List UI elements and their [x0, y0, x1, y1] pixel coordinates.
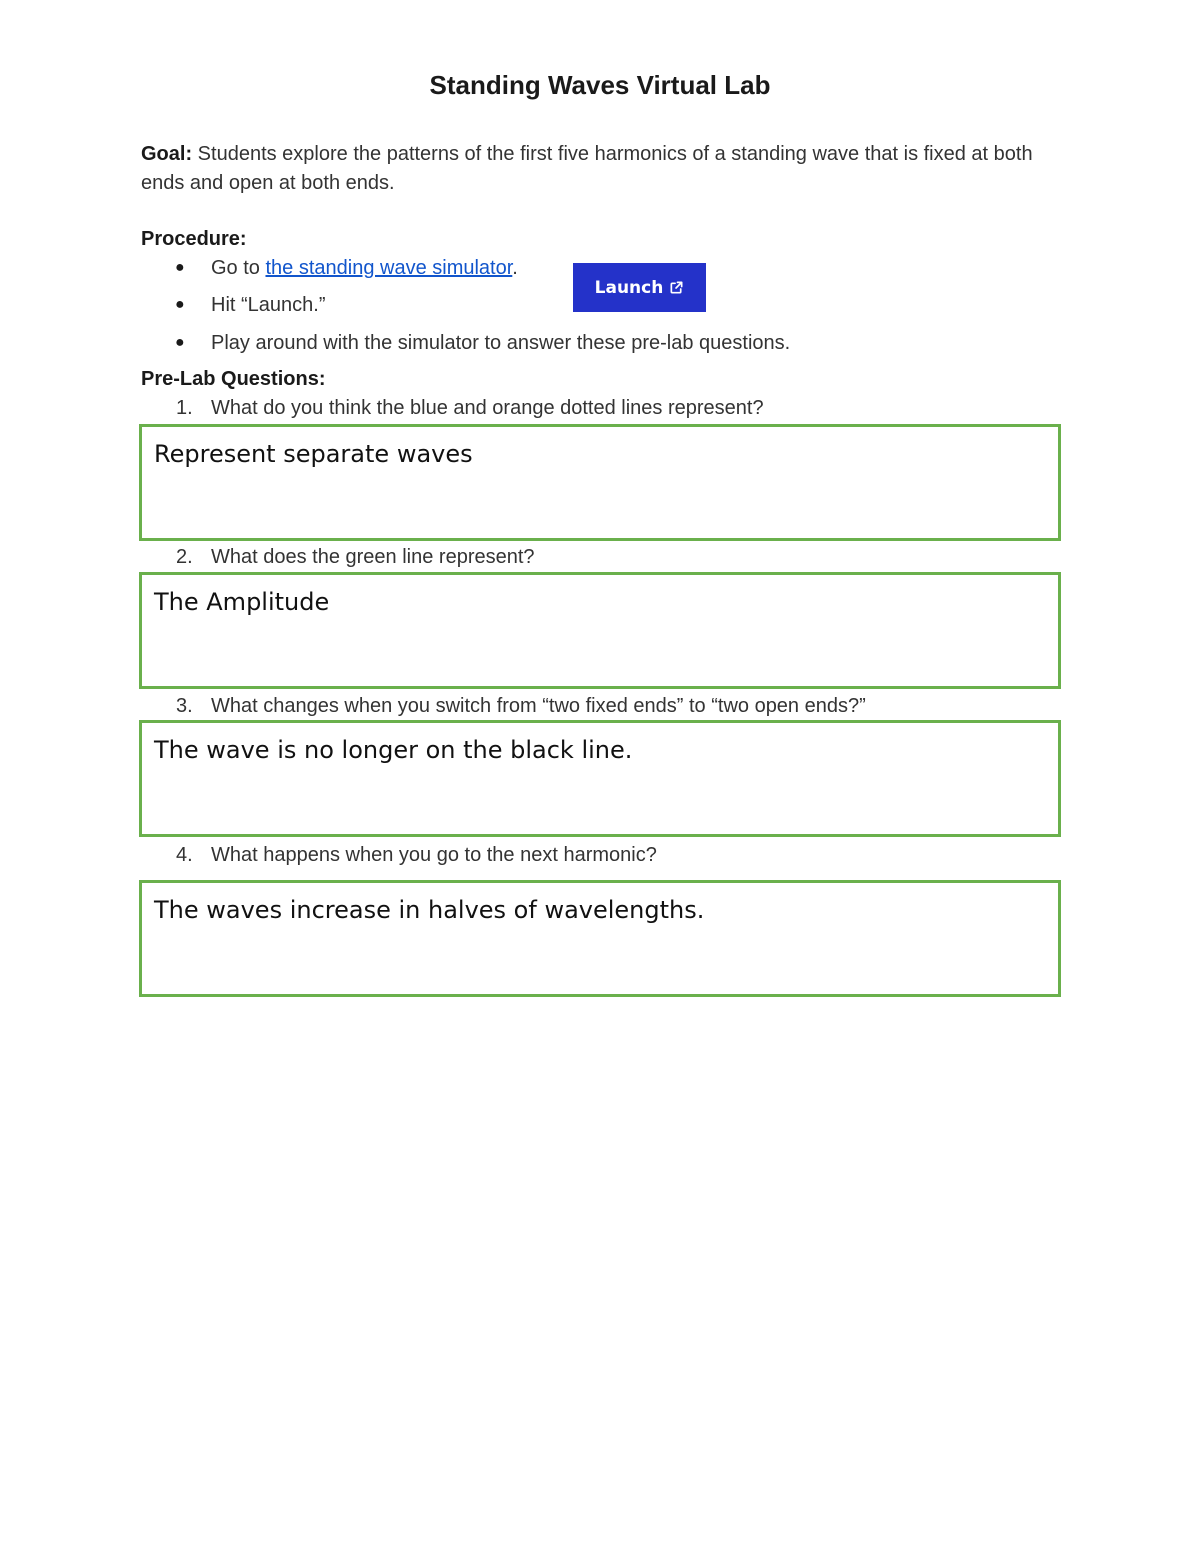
- question-2: [176, 546, 535, 569]
- question-1-number: 1.: [176, 397, 193, 419]
- answer-box-3[interactable]: [139, 720, 1061, 837]
- answer-2-text: The Amplitude: [154, 588, 330, 616]
- question-4: [176, 844, 657, 867]
- question-3: [176, 695, 866, 718]
- answer-4-text: The waves increase in halves of wavelengths.: [154, 896, 705, 924]
- procedure-item-1: [175, 257, 518, 280]
- answer-box-2[interactable]: [139, 572, 1061, 689]
- goal-paragraph: [141, 140, 1066, 198]
- prelab-heading: Pre-Lab Questions:: [141, 368, 326, 390]
- goal-text: Students explore the patterns of the first five harmonics of a standing wave that is fixed at both ends and open at both ends.: [141, 143, 1033, 194]
- question-1: [176, 397, 764, 420]
- procedure-item-1-suffix: .: [512, 257, 518, 279]
- answer-box-4[interactable]: [139, 880, 1061, 997]
- question-2-number: 2.: [176, 546, 193, 568]
- question-3-number: 3.: [176, 695, 193, 717]
- procedure-item-2: [175, 294, 326, 317]
- question-2-text: What does the green line represent?: [211, 546, 535, 568]
- procedure-item-2-text: Hit “Launch.”: [211, 294, 326, 316]
- question-3-text: What changes when you switch from “two fixed ends” to “two open ends?”: [211, 695, 866, 717]
- bullet-icon: ●: [175, 334, 185, 351]
- answer-box-1[interactable]: [139, 424, 1061, 541]
- question-4-number: 4.: [176, 844, 193, 866]
- external-link-icon: [669, 280, 684, 295]
- procedure-item-1-prefix: Go to: [211, 257, 266, 279]
- bullet-icon: ●: [175, 296, 185, 313]
- procedure-heading: Procedure:: [141, 228, 247, 250]
- procedure-item-3: [175, 332, 790, 355]
- launch-button[interactable]: [573, 263, 706, 312]
- answer-1-text: Represent separate waves: [154, 440, 473, 468]
- question-1-text: What do you think the blue and orange dotted lines represent?: [211, 397, 764, 419]
- document-title: Standing Waves Virtual Lab: [429, 70, 771, 100]
- goal-label: Goal:: [141, 143, 193, 165]
- bullet-icon: ●: [175, 259, 185, 276]
- question-4-text: What happens when you go to the next harmonic?: [211, 844, 657, 866]
- launch-button-label: Launch: [594, 277, 664, 298]
- procedure-item-3-text: Play around with the simulator to answer these pre-lab questions.: [211, 332, 791, 354]
- simulator-link[interactable]: the standing wave simulator: [265, 257, 513, 279]
- answer-3-text: The wave is no longer on the black line.: [154, 736, 633, 764]
